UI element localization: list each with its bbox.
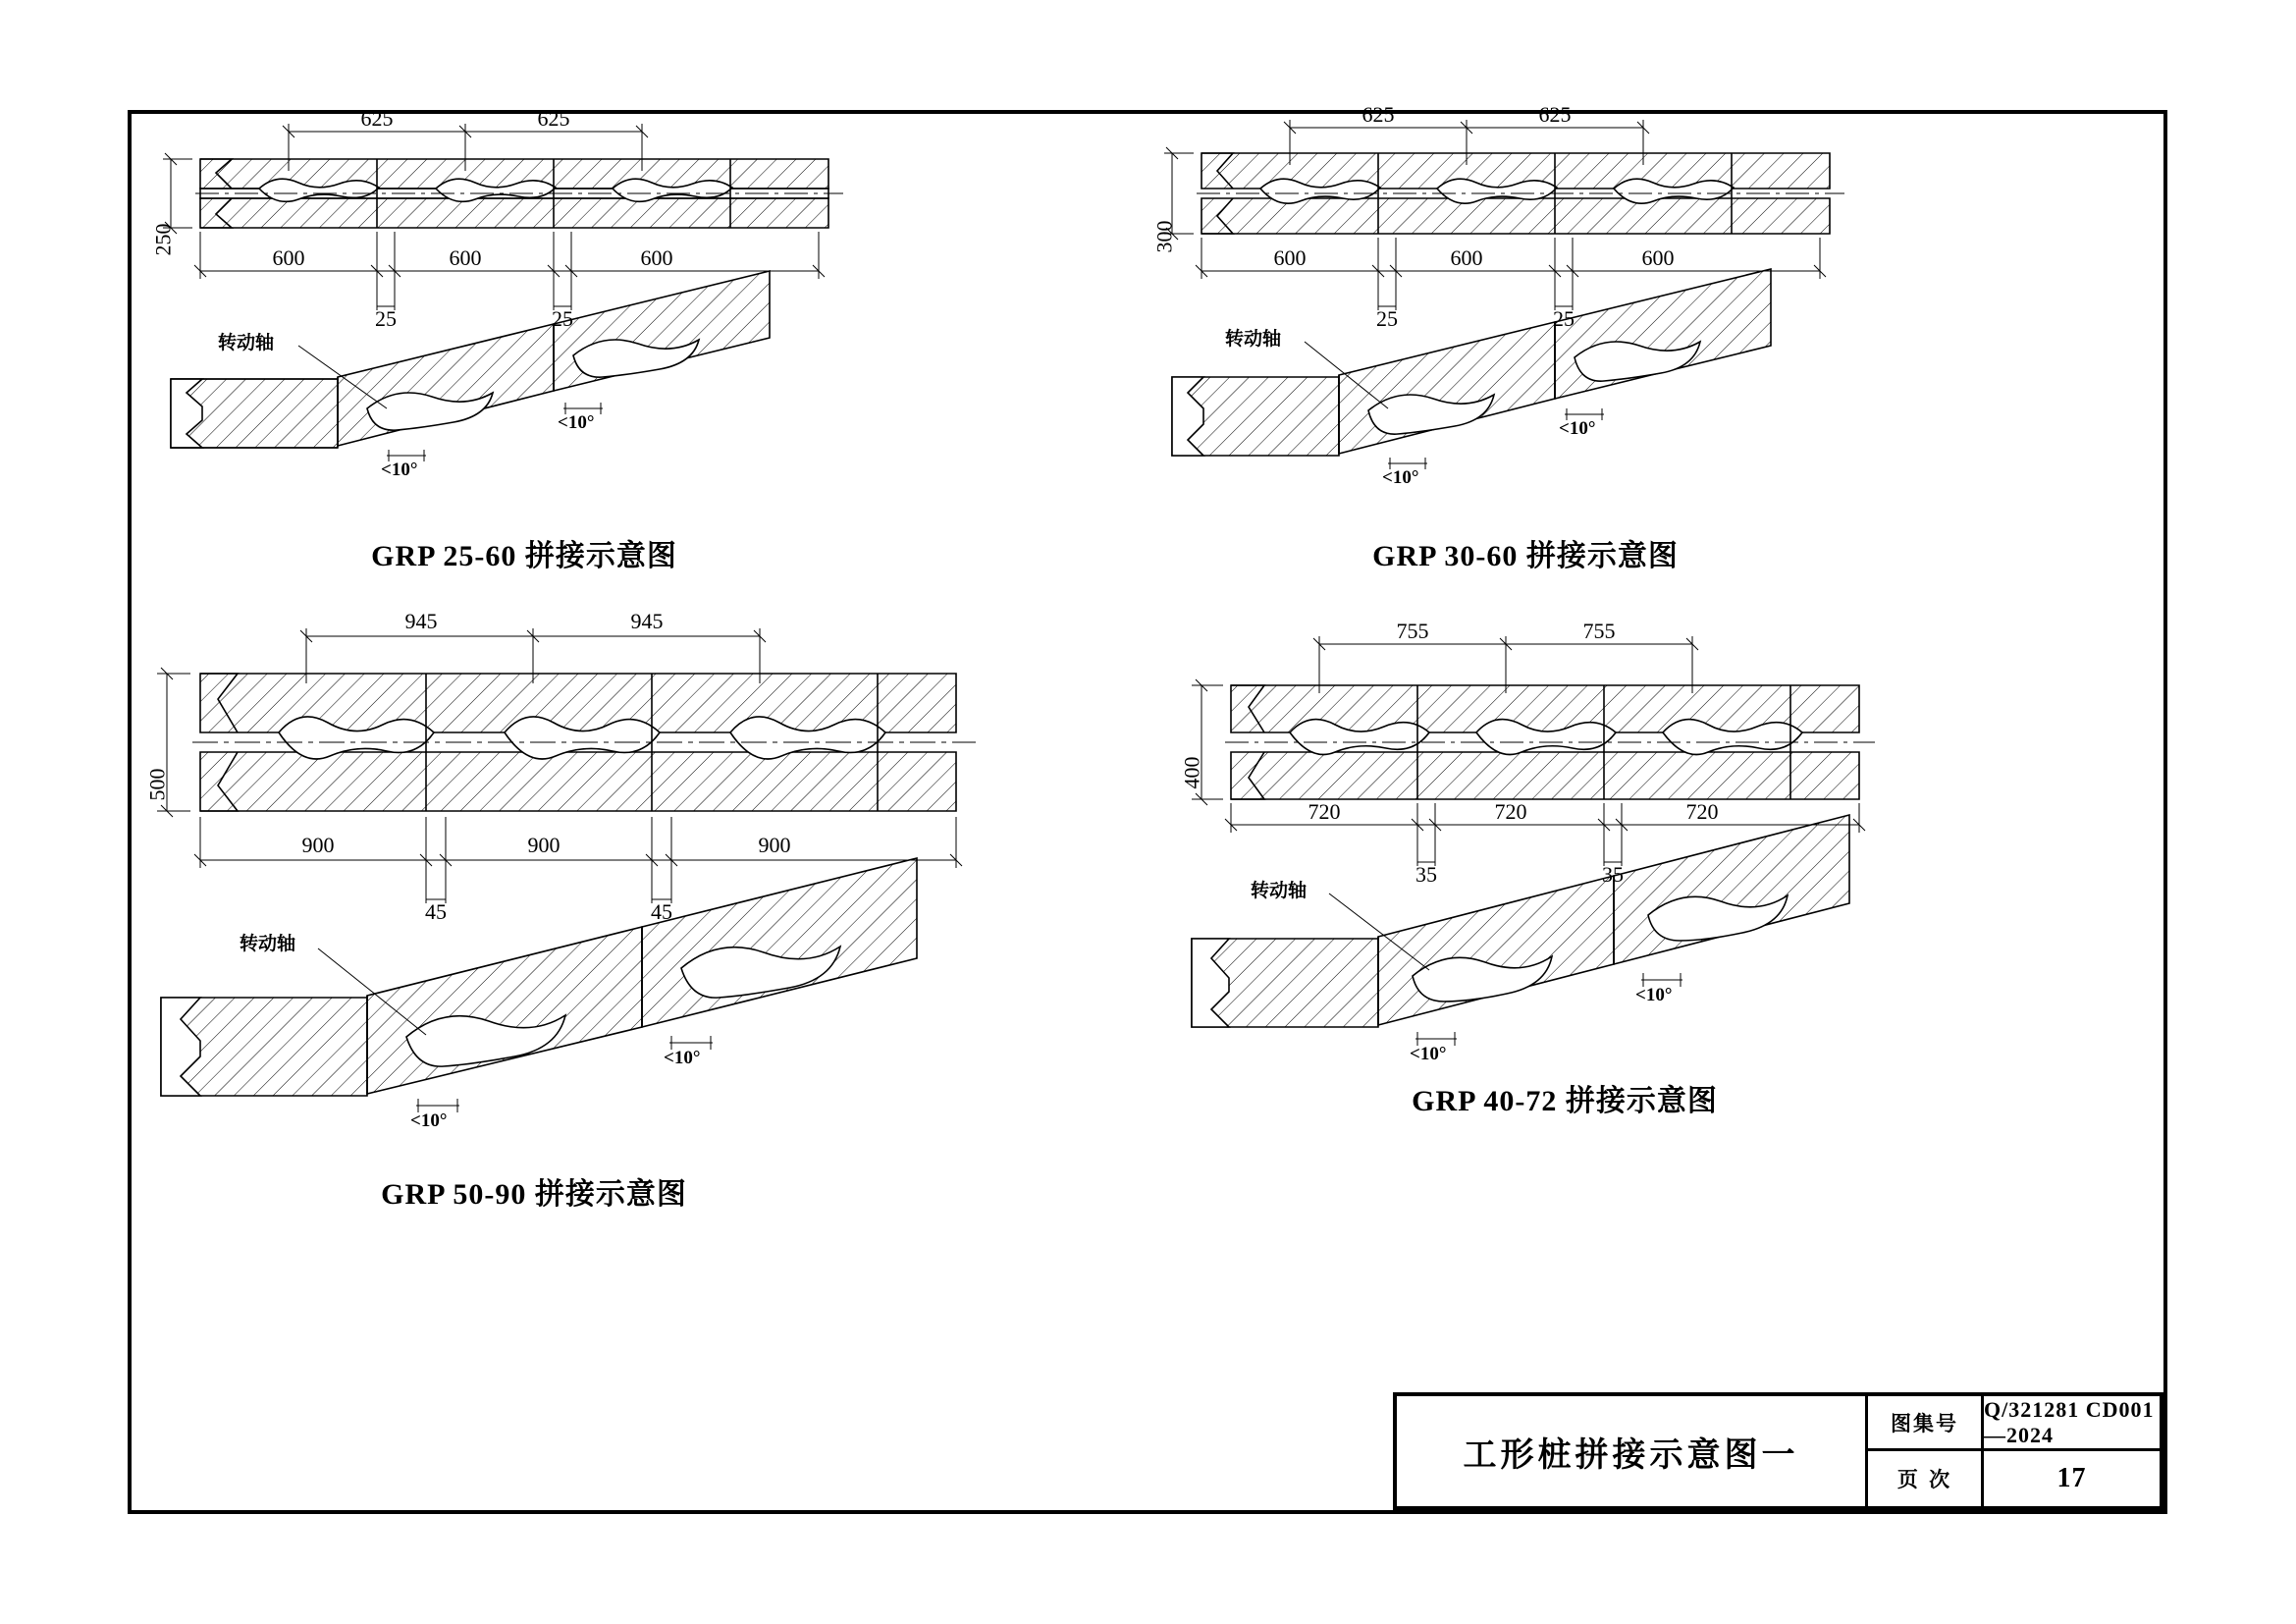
dim-gap-2-50-90: 45 — [651, 899, 672, 924]
dim-gap-1-30-60: 25 — [1376, 306, 1398, 331]
dim-top-2-30-60: 625 — [1538, 102, 1572, 127]
dim-gap-2-40-72: 35 — [1602, 862, 1624, 887]
title-block-right — [1868, 1396, 2160, 1506]
figure-grp-25-60-drawing — [141, 114, 1123, 526]
dim-gap-2-30-60: 25 — [1553, 306, 1575, 331]
dim-gap-2-25-60: 25 — [552, 306, 573, 331]
dim-top-1-40-72: 755 — [1396, 619, 1429, 643]
label-angle-2-30-60: <10° — [1559, 418, 1596, 439]
label-angle-2-25-60: <10° — [558, 412, 595, 433]
dim-height-50-90: 500 — [144, 768, 170, 801]
atlas-label: 图集号 — [1868, 1396, 1984, 1448]
figure-grp-40-72 — [1172, 615, 2134, 1204]
dim-gap-1-40-72: 35 — [1415, 862, 1437, 887]
dim-bottom-3-25-60: 600 — [640, 245, 673, 270]
dim-top-1-30-60: 625 — [1362, 102, 1395, 127]
figure-grp-25-60 — [141, 106, 1123, 585]
dim-top-1-50-90: 945 — [404, 609, 438, 633]
label-angle-1-30-60: <10° — [1382, 467, 1419, 488]
dim-bottom-3-40-72: 720 — [1685, 799, 1719, 824]
drawing-frame — [128, 102, 2167, 1514]
drawing-title: 工形桩拼接示意图一 — [1463, 1435, 1799, 1475]
dim-bottom-2-50-90: 900 — [527, 833, 561, 857]
dim-bottom-1-50-90: 900 — [301, 833, 335, 857]
label-rotation-axis-40-72: 转动轴 — [1251, 880, 1308, 901]
dim-bottom-1-30-60: 600 — [1273, 245, 1307, 270]
dim-gap-1-50-90: 45 — [425, 899, 447, 924]
dim-top-2-25-60: 625 — [537, 106, 570, 131]
caption-grp-50-90: GRP 50-90 拼接示意图 — [381, 1178, 687, 1211]
dim-gap-1-25-60: 25 — [375, 306, 397, 331]
figure-grp-50-90 — [132, 609, 1172, 1243]
dim-bottom-3-30-60: 600 — [1641, 245, 1675, 270]
dim-bottom-2-30-60: 600 — [1450, 245, 1483, 270]
label-angle-1-50-90: <10° — [410, 1110, 448, 1131]
figure-grp-30-60-drawing — [1143, 114, 2124, 526]
label-angle-1-40-72: <10° — [1410, 1044, 1447, 1064]
caption-grp-25-60: GRP 25-60 拼接示意图 — [371, 540, 677, 572]
dim-height-40-72: 400 — [1179, 756, 1204, 789]
dim-top-2-50-90: 945 — [630, 609, 664, 633]
dim-bottom-3-50-90: 900 — [758, 833, 791, 857]
label-angle-2-40-72: <10° — [1635, 985, 1673, 1005]
title-block-page-row — [1868, 1451, 2160, 1506]
caption-grp-40-72: GRP 40-72 拼接示意图 — [1412, 1085, 1718, 1117]
dim-top-2-40-72: 755 — [1582, 619, 1616, 643]
figure-grp-30-60 — [1143, 102, 2124, 585]
caption-grp-30-60: GRP 30-60 拼接示意图 — [1372, 540, 1679, 572]
atlas-number: Q/321281 CD001—2024 — [1984, 1396, 2155, 1447]
dim-bottom-1-40-72: 720 — [1308, 799, 1341, 824]
label-angle-1-25-60: <10° — [381, 460, 418, 480]
label-angle-2-50-90: <10° — [664, 1048, 701, 1068]
dim-height-25-60: 250 — [150, 223, 176, 256]
label-rotation-axis-30-60: 转动轴 — [1225, 328, 1282, 350]
label-rotation-axis-25-60: 转动轴 — [218, 332, 275, 353]
dim-bottom-2-40-72: 720 — [1494, 799, 1527, 824]
dim-height-30-60: 300 — [1151, 220, 1177, 253]
page-number: 17 — [2056, 1463, 2087, 1493]
title-block-drawing-title-cell — [1397, 1396, 1868, 1506]
dim-bottom-2-25-60: 600 — [449, 245, 482, 270]
title-block — [1393, 1392, 2163, 1510]
page-label: 页 次 — [1868, 1451, 1984, 1506]
dim-top-1-25-60: 625 — [360, 106, 394, 131]
title-block-atlas-row — [1868, 1396, 2160, 1451]
dim-bottom-1-25-60: 600 — [272, 245, 305, 270]
label-rotation-axis-50-90: 转动轴 — [240, 933, 296, 954]
